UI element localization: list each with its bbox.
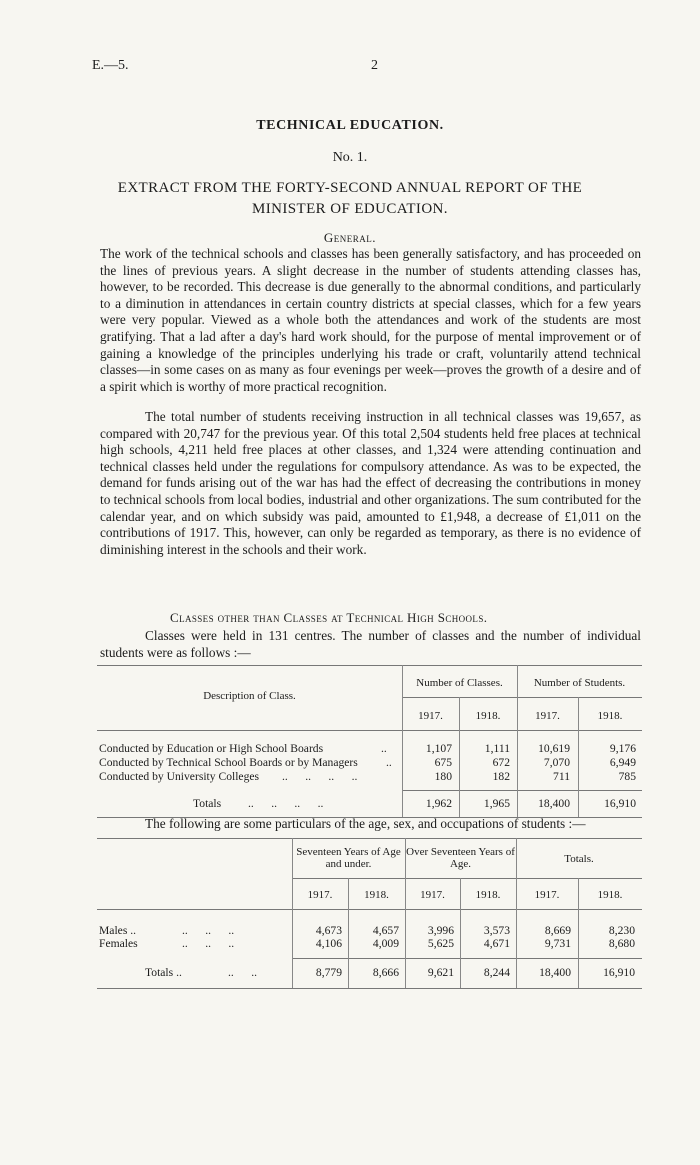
- table1-year: 1918.: [475, 710, 501, 722]
- table1-year: 1917.: [418, 710, 443, 722]
- table-cell: 675: [434, 756, 452, 769]
- table-cell: 4,671: [483, 937, 510, 950]
- paragraph-centres: [100, 628, 641, 661]
- paragraph-centres-text: Classes were held in 131 centres. The number of classes and the number of individual students were as follows :—: [100, 628, 641, 660]
- table2-year: 1917.: [534, 889, 560, 901]
- table-total-cell: 18,400: [538, 797, 570, 810]
- table-row-dots: .. .. ..: [182, 924, 235, 937]
- table1-top-rule: [97, 665, 642, 666]
- table-row-dots: .. .. .. ..: [248, 797, 324, 810]
- table-total-cell: 8,666: [372, 966, 399, 979]
- table-cell: 8,230: [608, 924, 635, 937]
- table2-group-over17: Over Seventeen Years of Age.: [406, 846, 515, 870]
- table1-mid-rule: [402, 697, 642, 698]
- table1-group-classes: Number of Classes.: [416, 677, 503, 689]
- table-cell: 6,949: [609, 756, 636, 769]
- table-row-dots: .. .. .. ..: [282, 770, 358, 783]
- document-number: No. 1.: [332, 150, 368, 165]
- table-row-dots: ..: [381, 742, 387, 755]
- table-cell: 4,106: [315, 937, 342, 950]
- table-cell: 4,009: [372, 937, 399, 950]
- table-cell: 9,731: [544, 937, 571, 950]
- extract-heading-line2: MINISTER OF EDUCATION.: [252, 201, 448, 217]
- table-cell: 182: [492, 770, 510, 783]
- table-cell: 672: [492, 756, 510, 769]
- section-heading-classes: Classes other than Classes at Technical High Schools.: [170, 610, 488, 625]
- table-total-cell: 1,962: [425, 797, 452, 810]
- table1-sum-rule: [402, 790, 642, 791]
- section-heading-general: General.: [323, 230, 377, 245]
- table-cell: 711: [553, 770, 570, 783]
- table-total-cell: 16,910: [603, 966, 635, 979]
- table2-mid-rule: [292, 878, 642, 879]
- paragraph-general: [100, 246, 641, 395]
- table2-group-under17: Seventeen Years of Age and under.: [296, 846, 401, 870]
- document-title: TECHNICAL EDUCATION.: [256, 118, 444, 133]
- table-total-cell: 9,621: [427, 966, 454, 979]
- table-total-cell: 1,965: [483, 797, 510, 810]
- table2-top-rule: [97, 838, 642, 839]
- table-total-cell: 18,400: [539, 966, 571, 979]
- table2-bottom-rule: [97, 988, 642, 989]
- table-cell: 3,573: [483, 924, 510, 937]
- table2-year: 1918.: [475, 889, 501, 901]
- table1-group-students: Number of Students.: [533, 677, 626, 689]
- page-number: 2: [371, 58, 378, 73]
- table-row-label: Females: [99, 937, 138, 950]
- table-totals-label: Totals ..: [145, 966, 182, 979]
- extract-heading: [0, 178, 700, 220]
- table-cell: 180: [434, 770, 452, 783]
- table-row-label: Conducted by Education or High School Boards: [99, 742, 324, 755]
- table-totals-label: Totals: [193, 797, 222, 810]
- table-cell: 8,680: [608, 937, 635, 950]
- table-row-label: Conducted by University Colleges: [99, 770, 260, 783]
- paragraph-totals-text: The total number of students receiving instruction in all technical classes was 19,657, as compared with 20,747 for the previous year. Of this total 2,504 students held free places at technical high schools, 4,211 held free places at other classes, and 1,324 were attending continuation and technical classes held under the regulations for compulsory attendance. As was to be expected, the demand for funds arising out of the war has had the effect of decreasing the contributions in money to technical schools from local bodies, industrial and other organizations. The sum contributed for the calendar year, and on which subsidy was paid, amounted to £1,948, a decrease of £1,011 on the contributions of 1917. This, however, can only be regarded as temporary, as there is no evidence of diminishing interest in the schools and their work.: [100, 409, 641, 557]
- table-cell: 1,111: [484, 742, 510, 755]
- table-cell: 4,657: [372, 924, 399, 937]
- table-row-dots: .. .. ..: [182, 937, 235, 950]
- table-total-cell: 16,910: [604, 797, 636, 810]
- table2-group-totals: Totals.: [564, 853, 594, 865]
- table2-year: 1918.: [597, 889, 623, 901]
- table-cell: 8,669: [544, 924, 571, 937]
- table-cell: 5,625: [427, 937, 454, 950]
- table-cell: 3,996: [427, 924, 454, 937]
- page-reference: E.—5.: [92, 58, 129, 73]
- table2-year: 1918.: [364, 889, 389, 901]
- extract-heading-line1: EXTRACT FROM THE FORTY-SECOND ANNUAL REPORT OF THE: [117, 180, 583, 196]
- table2-header-rule: [97, 909, 642, 910]
- table2-sum-rule: [292, 958, 642, 959]
- table-row-dots: .. ..: [228, 966, 257, 979]
- table-cell: 785: [618, 770, 636, 783]
- paragraph-particulars-text: The following are some particulars of the age, sex, and occupations of students :—: [145, 816, 586, 831]
- paragraph-general-text: The work of the technical schools and classes has been generally satisfactory, and has proceeded on the lines of previous years. A slight decrease in the number of students attending classes has, however, to be recorded. This decrease is due generally to the abnormal conditions, and particularly to a diminution in attendances in certain country districts at special classes, which for a few years were very popular. Viewed as a whole both the attendances and work of the students are most gratifying. That a lad after a day's hard work should, for the purpose of mental improvement or of gaining a knowledge of the principles underlying his trade or craft, voluntarily attend technical classes—in some cases on as many as four evenings per week—proves the growth of a desire and of a spirit which is worthy of more practical recognition.: [100, 246, 641, 394]
- table-row-label: Conducted by Technical School Boards or by Managers: [99, 756, 358, 769]
- table-row-label: Males ..: [99, 924, 137, 937]
- table1-year: 1917.: [535, 710, 560, 722]
- table1-header-rule: [97, 730, 642, 731]
- table1-year: 1918.: [597, 710, 623, 722]
- table2-year: 1917.: [307, 889, 333, 901]
- paragraph-particulars: [100, 816, 641, 833]
- table-cell: 1,107: [425, 742, 452, 755]
- table-row-dots: ..: [386, 756, 392, 769]
- paragraph-totals: [100, 409, 641, 558]
- table-cell: 4,673: [315, 924, 342, 937]
- table-total-cell: 8,779: [315, 966, 342, 979]
- table-total-cell: 8,244: [483, 966, 510, 979]
- table-cell: 9,176: [609, 742, 636, 755]
- table-cell: 10,619: [538, 742, 570, 755]
- table1-desc-header: Description of Class.: [203, 690, 296, 702]
- table2-year: 1917.: [420, 889, 445, 901]
- table-cell: 7,070: [543, 756, 570, 769]
